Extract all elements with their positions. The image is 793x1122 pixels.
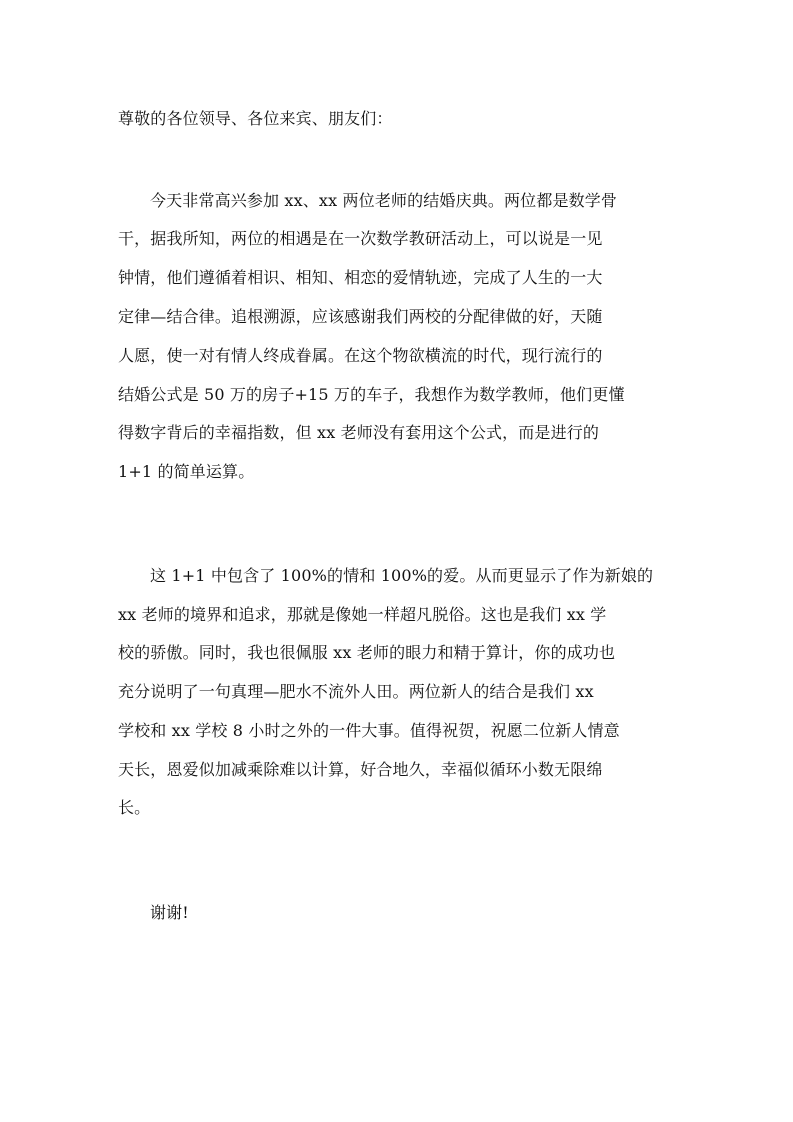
paragraph-2-line-2: xx 老师的境界和追求，那就是像她一样超凡脱俗。这也是我们 xx 学	[118, 605, 607, 624]
closing-text: 谢谢!	[150, 903, 189, 922]
paragraph-2-line-6: 天长，恩爱似加减乘除难以计算，好合地久，幸福似循环小数无限绵	[118, 760, 603, 779]
paragraph-2-line-1: 这 1+1 中包含了 100%的情和 100%的爱。从而更显示了作为新娘的	[150, 566, 654, 585]
paragraph-2-line-7: 长。	[118, 798, 151, 817]
paragraph-1-line-6: 结婚公式是 50 万的房子+15 万的车子，我想作为数学教师，他们更懂	[118, 385, 625, 404]
paragraph-1-line-4: 定律—结合律。追根溯源，应该感谢我们两校的分配律做的好，天随	[118, 307, 603, 326]
paragraph-1-line-3: 钟情，他们遵循着相识、相知、相恋的爱情轨迹，完成了人生的一大	[118, 268, 603, 287]
paragraph-2-line-4: 充分说明了一句真理—肥水不流外人田。两位新人的结合是我们 xx	[118, 682, 594, 701]
paragraph-2-line-5: 学校和 xx 学校 8 小时之外的一件大事。值得祝贺，祝愿二位新人情意	[118, 721, 620, 740]
paragraph-1-line-5: 人愿，使一对有情人终成眷属。在这个物欲横流的时代，现行流行的	[118, 346, 603, 365]
paragraph-1-line-2: 干，据我所知，两位的相遇是在一次数学教研活动上，可以说是一见	[118, 229, 603, 248]
paragraph-1-line-8: 1+1 的简单运算。	[118, 462, 255, 481]
paragraph-1-line-1: 今天非常高兴参加 xx、xx 两位老师的结婚庆典。两位都是数学骨	[150, 191, 618, 210]
greeting-text: 尊敬的各位领导、各位来宾、朋友们：	[118, 109, 393, 128]
paragraph-2-line-3: 校的骄傲。同时，我也很佩服 xx 老师的眼力和精于算计，你的成功也	[118, 643, 616, 662]
paragraph-1-line-7: 得数字背后的幸福指数，但 xx 老师没有套用这个公式，而是进行的	[118, 423, 600, 442]
